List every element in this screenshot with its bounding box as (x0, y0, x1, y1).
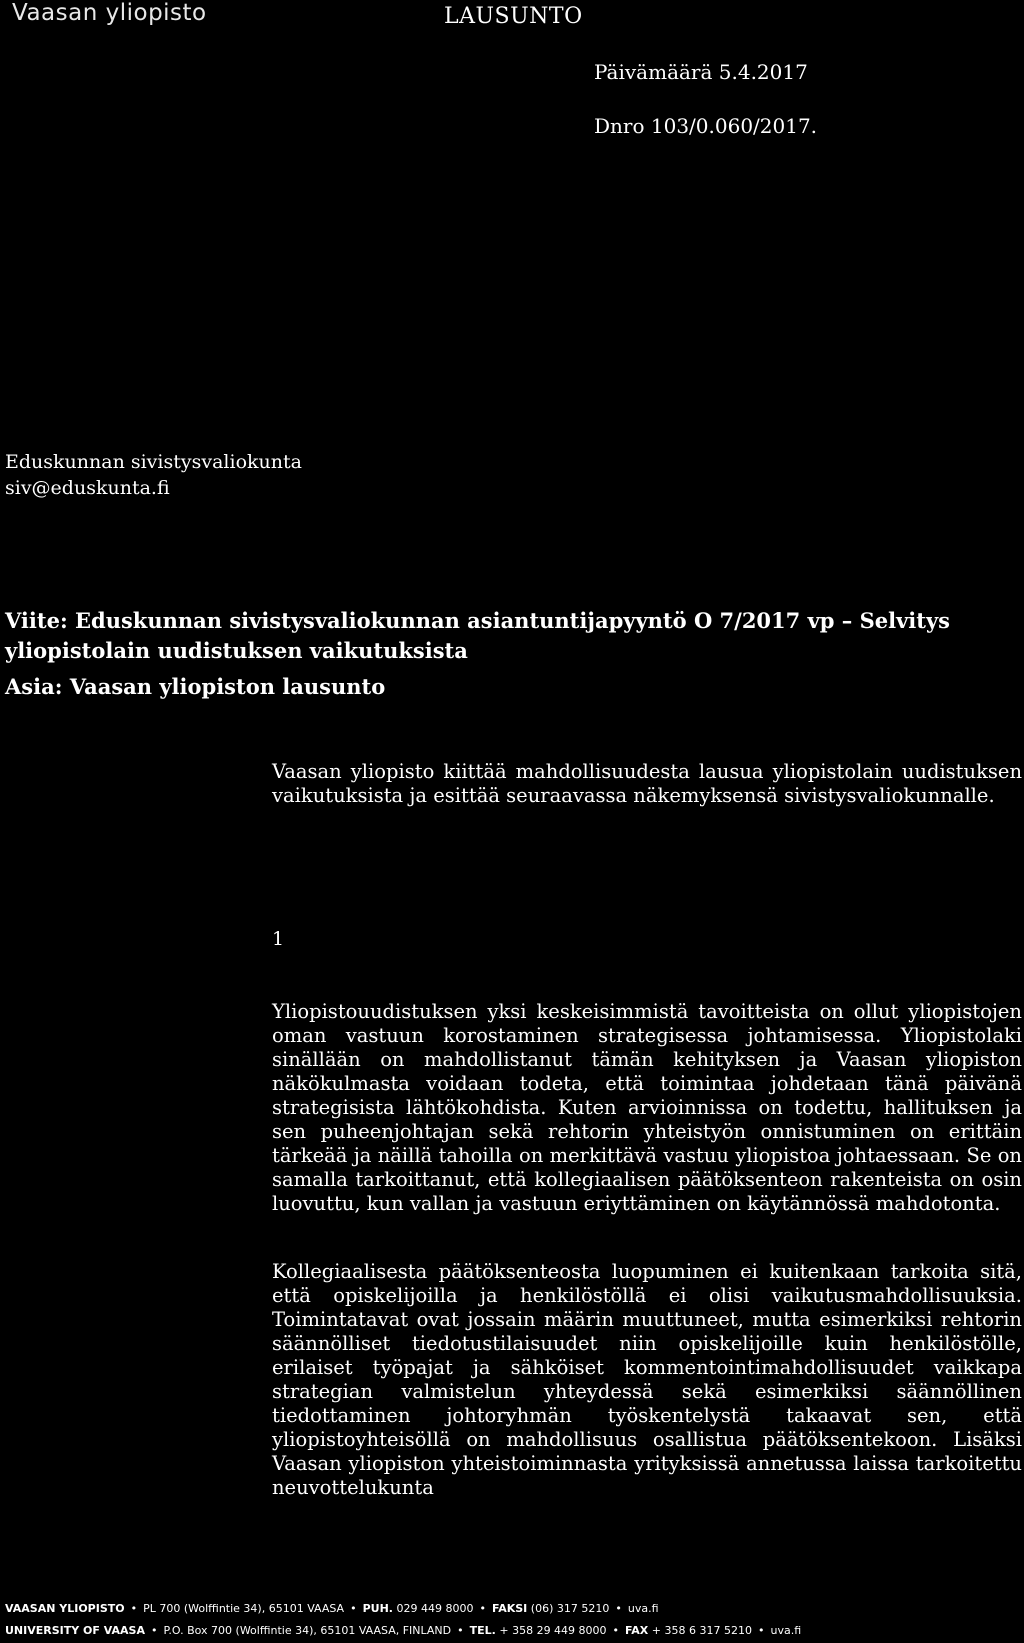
footer-fax-label-en: FAX (625, 1624, 649, 1637)
document-date: Päivämäärä 5.4.2017 (594, 60, 808, 84)
subject-line: Asia: Vaasan yliopiston lausunto (5, 674, 386, 699)
recipient-name: Eduskunnan sivistysvaliokunta (5, 451, 302, 473)
footer-fax-en: + 358 6 317 5210 (651, 1624, 752, 1637)
footer-sep: • (479, 1602, 486, 1615)
footer-org-en: UNIVERSITY OF VAASA (5, 1624, 145, 1637)
university-logo: Vaasan yliopisto (12, 0, 207, 26)
footer-sep: • (757, 1624, 765, 1637)
footer-org-fi: VAASAN YLIOPISTO (5, 1602, 125, 1615)
footer-phone-label-fi: PUH. (362, 1602, 393, 1615)
footer-phone-en: + 358 29 449 8000 (499, 1624, 607, 1637)
footer-fax-fi: (06) 317 5210 (530, 1602, 610, 1615)
footer-phone-label-en: TEL. (469, 1624, 496, 1637)
footer-sep: • (457, 1624, 464, 1637)
footer-line-fi (5, 1602, 659, 1615)
document-type: LAUSUNTO (444, 4, 583, 29)
footer-sep: • (615, 1602, 622, 1615)
reference-line: Viite: Eduskunnan sivistysvaliokunnan asiantuntijapyyntö O 7/2017 vp – Selvitys yliopistolain uudistuksen vaikutuksista (5, 608, 950, 663)
footer-web-fi: uva.fi (627, 1602, 659, 1615)
section-number: 1 (272, 928, 285, 950)
body-paragraph-2: Kollegiaalisesta päätöksenteosta luopuminen ei kuitenkaan tarkoita sitä, että opiskelijoilla ja henkilöstöllä ei olisi vaikutusmahdollisuuksia. Toimintatavat ovat jossain määrin muuttuneet, mutta esimerkiksi rehtorin säännölliset tiedotustilaisuudet niin opiskelijoille kuin henkilöstölle, erilaiset työpajat ja sähköiset kommentointimahdollisuudet vaikkapa strategian valmistelun yhteydessä sekä esimerkiksi säännöllinen tiedottaminen johtoryhmän työskentelystä takaavat sen, että yliopistoyhteisöllä on mahdollisuus osallistua päätöksentekoon. Lisäksi Vaasan yliopiston yhteistoiminnasta yrityksissä annetussa laissa tarkoitettu neuvottelukunta (272, 1260, 1022, 1499)
footer-phone-fi: 029 449 8000 (396, 1602, 474, 1615)
footer-fax-label-fi: FAKSI (491, 1602, 528, 1615)
footer-sep: • (150, 1624, 158, 1637)
intro-paragraph: Vaasan yliopisto kiittää mahdollisuudesta lausua yliopistolain uudistuksen vaikutuksista ja esittää seuraavassa näkemyksensä sivistysvaliokunnalle. (272, 760, 1022, 807)
footer-sep: • (350, 1602, 357, 1615)
footer-address-en: P.O. Box 700 (Wolffintie 34), 65101 VAASA, FINLAND (163, 1624, 452, 1637)
body-paragraph-1: Yliopistouudistuksen yksi keskeisimmistä tavoitteista on ollut yliopistojen oman vastuun korostaminen strategisessa johtamisessa. Yliopistolaki sinällään on mahdollistanut tämän kehityksen ja Vaasan yliopiston näkökulmasta voidaan todeta, että toimintaa johdetaan tänä päivänä strategisista lähtökohdista. Kuten arvioinnissa on todettu, hallituksen ja sen puheenjohtajan sekä rehtorin yhteistyön onnistuminen on erittäin tärkeää ja näillä tahoilla on merkittävä vastuu yliopistoa johtaessaan. Se on samalla tarkoittanut, että kollegiaalisen päätöksenteon rakenteista on osin luovuttu, kun vallan ja vastuun eriyttäminen on käytännössä mahdotonta. (272, 1000, 1022, 1215)
footer-line-en (5, 1624, 801, 1637)
footer-web-en: uva.fi (770, 1624, 802, 1637)
footer-sep: • (612, 1624, 620, 1637)
footer-sep: • (130, 1602, 138, 1615)
footer-address-fi: PL 700 (Wolffintie 34), 65101 VAASA (143, 1602, 345, 1615)
recipient-email: siv@eduskunta.fi (5, 477, 170, 499)
document-number: Dnro 103/0.060/2017. (594, 114, 818, 138)
